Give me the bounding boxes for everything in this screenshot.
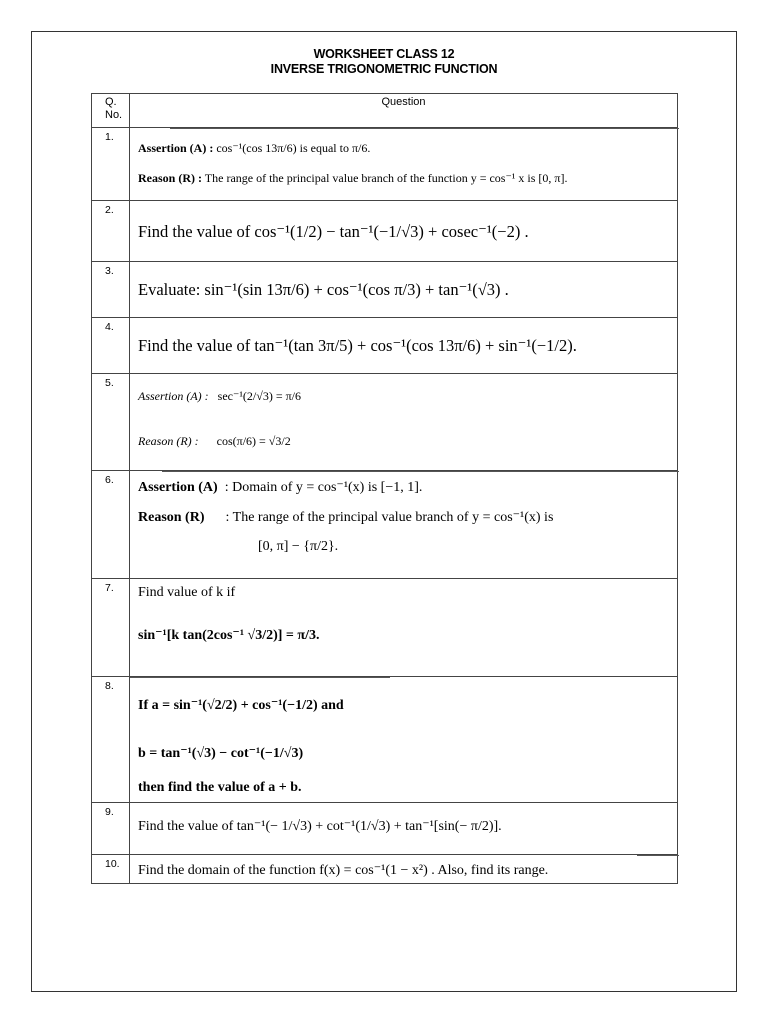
question-cell [130, 128, 678, 201]
reason-line: Reason (R) : The range of the principal value branch of y = cos⁻¹(x) is [138, 510, 554, 525]
table-row [92, 677, 678, 803]
table-row [92, 201, 678, 262]
question-number: 6. [92, 471, 130, 579]
question-line: b = tan⁻¹(√3) − cot⁻¹(−1/√3) [138, 746, 304, 761]
assertion-line: Assertion (A) : Domain of y = cos⁻¹(x) is [−1, 1]. [138, 480, 423, 495]
question-text: Find the domain of the function f(x) = cos⁻¹(1 − x²) . Also, find its range. [138, 863, 549, 878]
question-line: If a = sin⁻¹(√2/2) + cos⁻¹(−1/2) and [138, 698, 344, 713]
table-row [92, 128, 678, 201]
table-row [92, 262, 678, 318]
table-row [92, 855, 678, 884]
table-row [92, 318, 678, 374]
question-text: Find the value of tan⁻¹(tan 3π/5) + cos⁻¹(cos 13π/6) + sin⁻¹(−1/2). [138, 336, 577, 355]
question-cell [130, 201, 678, 262]
table-row [92, 374, 678, 471]
question-text: Find the value of tan⁻¹(− 1/√3) + cot⁻¹(1/√3) + tan⁻¹[sin(− π/2)]. [138, 819, 502, 834]
question-cell [130, 262, 678, 318]
question-number: 9. [92, 803, 130, 855]
question-number: 2. [92, 201, 130, 262]
table-row [92, 803, 678, 855]
question-cell [130, 471, 678, 579]
question-line: Find value of k if [138, 585, 236, 600]
col-header-question: Question [130, 94, 678, 128]
question-number: 7. [92, 579, 130, 677]
question-number: 4. [92, 318, 130, 374]
question-cell [130, 855, 678, 884]
question-table [91, 93, 678, 884]
reason-line: Reason (R) : cos(π/6) = √3/2 [138, 434, 291, 448]
question-line: then find the value of a + b. [138, 780, 302, 795]
question-cell [130, 677, 678, 803]
question-cell [130, 579, 678, 677]
question-line: sin⁻¹[k tan(2cos⁻¹ √3/2)] = π/3. [138, 628, 320, 643]
question-text: Evaluate: sin⁻¹(sin 13π/6) + cos⁻¹(cos π/3) + tan⁻¹(√3) . [138, 280, 509, 299]
assertion-line: Assertion (A) : sec⁻¹(2/√3) = π/6 [138, 389, 301, 403]
question-number: 5. [92, 374, 130, 471]
col-header-no: Q. No. [92, 94, 130, 128]
assertion-line: Assertion (A) : cos⁻¹(cos 13π/6) is equal to π/6. [138, 141, 371, 155]
question-cell [130, 803, 678, 855]
worksheet-subtitle: INVERSE TRIGONOMETRIC FUNCTION [270, 62, 498, 76]
question-number: 10. [92, 855, 130, 884]
worksheet-heading [31, 47, 737, 77]
table-row [92, 471, 678, 579]
table-row [92, 579, 678, 677]
question-number: 8. [92, 677, 130, 803]
question-number: 3. [92, 262, 130, 318]
reason-line: Reason (R) : The range of the principal value branch of the function y = cos⁻¹ x is [0, π]. [138, 171, 568, 185]
question-cell [130, 374, 678, 471]
question-number: 1. [92, 128, 130, 201]
table-header-row [92, 94, 678, 128]
reason-line-continued: [0, π] − {π/2}. [258, 539, 339, 554]
question-cell [130, 318, 678, 374]
question-text: Find the value of cos⁻¹(1/2) − tan⁻¹(−1/√3) + cosec⁻¹(−2) . [138, 222, 529, 241]
worksheet-title: WORKSHEET CLASS 12 [313, 47, 455, 61]
